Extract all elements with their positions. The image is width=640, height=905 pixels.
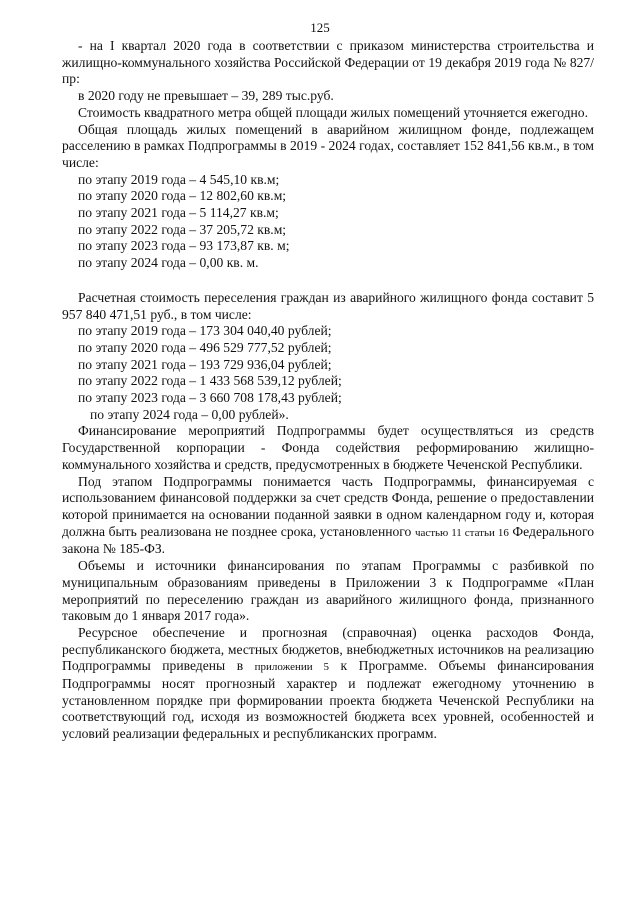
list-item: по этапу 2022 года – 37 205,72 кв.м; (78, 221, 287, 237)
list-item: по этапу 2024 года – 0,00 кв. м. (78, 255, 259, 271)
list-item: по этапу 2020 года – 496 529 777,52 рублей; (78, 339, 332, 355)
list-item: по этапу 2020 года – 12 802,60 кв.м; (78, 188, 287, 204)
list-item: по этапу 2019 года – 173 304 040,40 рублей; (78, 323, 332, 339)
list-item: по этапу 2024 года – 0,00 рублей». (90, 406, 289, 422)
paragraph-cost-update: Стоимость квадратного метра общей площади жилых помещений уточняется ежегодно. (78, 104, 589, 120)
page-number: 125 (310, 20, 330, 35)
list-item: по этапу 2023 года – 93 173,87 кв. м; (78, 238, 290, 254)
spacer (62, 272, 594, 290)
text-run: к Программе. Объемы финансирования Подпрограммы носят прогнозный характер и подлежат ежегодному уточнению в установленном порядке при формировании проекта бюджета Чеченской Республики на соответствующий год, исходя из возможностей бюджета всех уровней, особенностей и условий реализации федеральных и республиканских программ. (62, 658, 594, 742)
text-run: Под этапом Подпрограммы понимается часть Подпрограммы, финансируемая с использованием финансовой поддержки за счет средств Фонда, решение о предоставлении которой принимается на основании поданной заявки в одном календарном году и, которая должна быть реализована не позднее срока, установленного (62, 473, 594, 539)
list-item: по этапу 2022 года – 1 433 568 539,12 рублей; (78, 373, 342, 389)
paragraph-norm-value-2020: в 2020 году не превышает – 39, 289 тыс.руб. (78, 88, 334, 104)
list-item: по этапу 2021 года – 5 114,27 кв.м; (78, 205, 279, 221)
text-run-small: частью 11 статьи 16 (414, 526, 509, 539)
paragraph-resource-support (62, 625, 594, 743)
list-item: по этапу 2021 года – 193 729 936,04 рублей; (78, 356, 332, 372)
text-run: Ресурсное обеспечение и прогнозная (справочная) оценка расходов Фонда, республиканского бюджета, местных бюджетов, внебюджетных источников на реализацию Подпрограммы приведены в (62, 624, 594, 674)
text-run: Федерального закона № 185-ФЗ. (62, 523, 595, 557)
paragraph-financing-sources: Финансирование мероприятий Подпрограммы будет осуществляться из средств Государственной корпорации - Фонда содействия реформированию жилищно-коммунального хозяйства и средств, предусмотренных в бюджете Чеченской Республики. (62, 423, 594, 472)
area-by-stage-list (62, 172, 594, 272)
paragraph-financing-volumes: Объемы и источники финансирования по этапам Программы с разбивкой по муниципальным образованиям приведены в Приложении 3 к Подпрограмме «План мероприятий по переселению граждан из аварийного жилищного фонда, признанного таковым до 1 января 2017 года». (62, 558, 594, 624)
paragraph-resettlement-cost: Расчетная стоимость переселения граждан из аварийного жилищного фонда составит 5 957 840 471,51 руб., в том числе: (62, 289, 594, 322)
cost-by-stage-list (62, 323, 594, 423)
list-item: по этапу 2023 года – 3 660 708 178,43 рублей; (78, 390, 342, 406)
paragraph-stage-definition (62, 474, 594, 559)
paragraph-norm-q1-2020: - на I квартал 2020 года в соответствии с приказом министерства строительства и жилищно-коммунального хозяйства Российской Федерации от 19 декабря 2019 года № 827/пр: (62, 38, 594, 87)
paragraph-total-area: Общая площадь жилых помещений в аварийном жилищном фонде, подлежащем расселению в рамках Подпрограммы в 2019 - 2024 годах, составляет 152 841,56 кв.м., в том числе: (62, 121, 594, 170)
text-run-small: приложении 5 (254, 661, 329, 674)
list-item: по этапу 2019 года – 4 545,10 кв.м; (78, 171, 280, 187)
document-body (62, 38, 594, 743)
